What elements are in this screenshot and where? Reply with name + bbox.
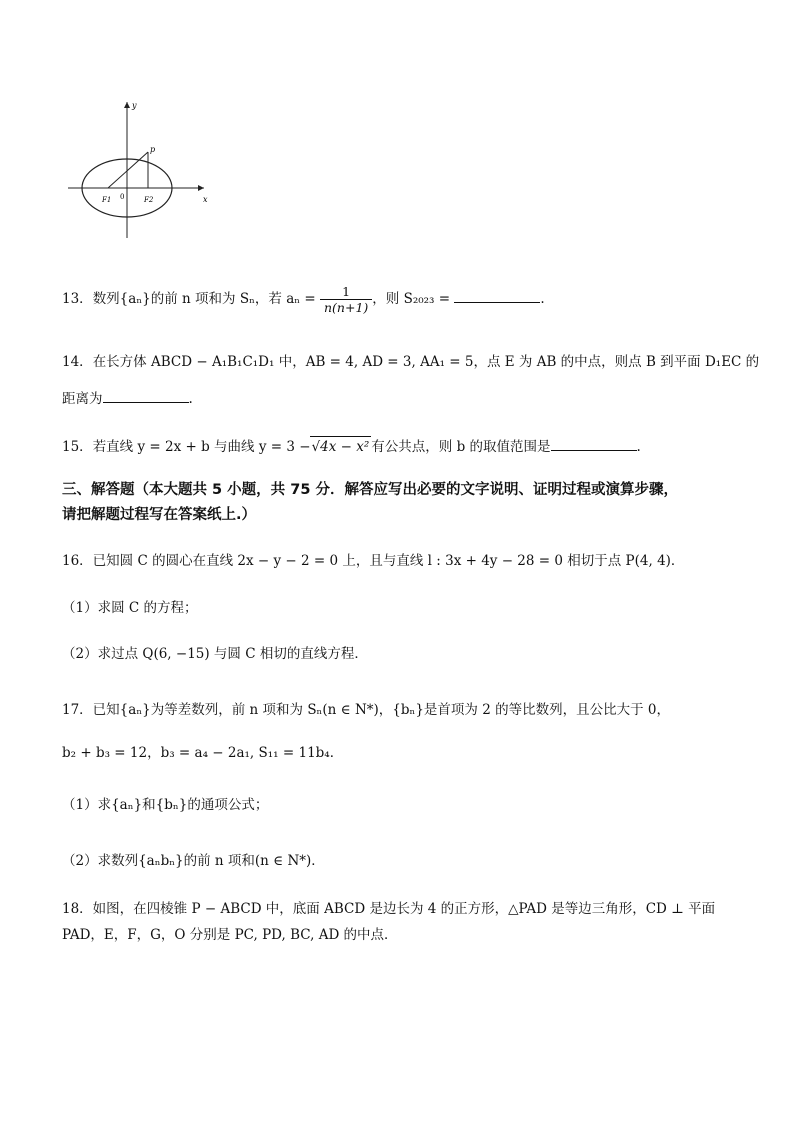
question-15 [62, 436, 641, 457]
label-p: p [150, 145, 156, 154]
q13-text-b: ，则 S₂₀₂₃ = [372, 291, 451, 307]
question-17-conditions: b₂ + b₃ = 12，b₃ = a₄ − 2a₁, S₁₁ = 11b₄． [62, 745, 344, 761]
ellipse-figure [62, 96, 222, 246]
label-origin: 0 [120, 193, 125, 201]
label-f2: F2 [144, 196, 154, 204]
question-17-part2: （2）求数列{aₙbₙ}的前 n 项和(n ∈ N*)． [62, 853, 325, 869]
question-16-part1: （1）求圆 C 的方程； [62, 600, 198, 616]
q13-fraction [320, 284, 372, 315]
q14-number: 14． [62, 354, 93, 370]
label-x: x [203, 195, 208, 204]
question-18-cont: PAD，E，F，G，O 分别是 PC, PD, BC, AD 的中点． [62, 927, 398, 943]
question-17-part1: （1）求{aₙ}和{bₙ}的通项公式； [62, 797, 269, 813]
q13-number: 13． [62, 291, 93, 307]
q14-answer-blank[interactable] [103, 388, 189, 403]
q14-text2: 距离为 [62, 391, 103, 407]
question-18: 18．如图，在四棱锥 P − ABCD 中，底面 ABCD 是边长为 4 的正方形，△PAD 是等边三角形，CD ⊥ 平面 [62, 901, 716, 917]
q15-text-a: 若直线 y = 2x + b 与曲线 y = 3 − [92, 439, 311, 455]
q13-text-a: 数列{aₙ}的前 n 项和为 Sₙ，若 aₙ = [92, 291, 316, 307]
q15-number: 15． [62, 439, 93, 455]
q15-answer-blank[interactable] [551, 436, 637, 451]
question-16: 16．已知圆 C 的圆心在直线 2x − y − 2 = 0 上，且与直线 l : 3x + 4y − 28 = 0 相切于点 P(4, 4)． [62, 553, 685, 569]
segment-f1-p [108, 152, 148, 188]
y-axis-arrow [124, 102, 130, 108]
section3-heading-line1: 三、解答题（本大题共 5 小题，共 75 分．解答应写出必要的文字说明、证明过程或演算步骤， [62, 482, 678, 498]
q15-text-b: 有公共点，则 b 的取值范围是 [371, 439, 551, 455]
label-f1: F1 [102, 196, 112, 204]
question-17: 17．已知{aₙ}为等差数列，前 n 项和为 Sₙ(n ∈ N*)，{bₙ}是首项为 2 的等比数列，且公比大于 0， [62, 702, 670, 718]
section3-heading-line2: 请把解题过程写在答案纸上.） [62, 507, 257, 523]
x-axis-arrow [198, 185, 204, 191]
question-14-cont [62, 388, 193, 409]
question-16-part2: （2）求过点 Q(6, −15) 与圆 C 相切的直线方程． [62, 646, 368, 662]
q14-text: 在长方体 ABCD − A₁B₁C₁D₁ 中，AB = 4, AD = 3, AA₁ = 5，点 E 为 AB 的中点，则点 B 到平面 D₁EC 的 [92, 354, 760, 370]
q14-end: . [188, 391, 193, 407]
label-y: y [132, 101, 137, 110]
question-13 [62, 284, 545, 315]
q15-end: . [636, 439, 641, 455]
q13-answer-blank[interactable] [454, 288, 540, 303]
q15-sqrt: √4x − x² [310, 436, 372, 457]
q13-end: . [540, 291, 545, 307]
question-14 [62, 352, 759, 372]
q13-frac-num: 1 [320, 284, 372, 300]
q13-frac-den: n(n+1) [324, 300, 369, 315]
q15-sqrt-body: 4x − x² [320, 439, 370, 455]
